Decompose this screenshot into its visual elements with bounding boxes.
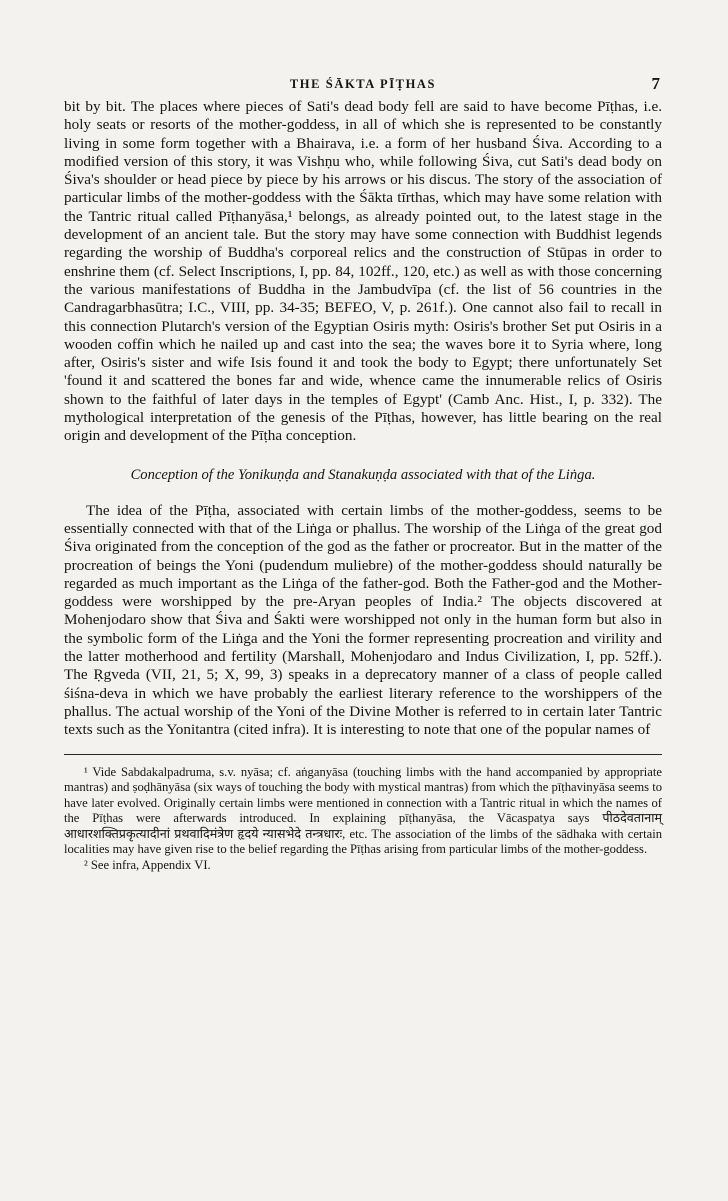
section-heading: Conception of the Yonikuṇḍa and Stanakuṇḍa associated with that of the Liṅga. [130,466,596,483]
footnote-1: ¹ Vide Sabdakalpadruma, s.v. nyāsa; cf. aṅganyāsa (touching limbs with the hand accompanied by appropriate mantras) and ṣoḍhānyāsa (six ways of touching the body with mystical mantras) from which the pīṭhavinyāsa seems to have later evolved. Originally certain limbs were mentioned in connection with a Tantric ritual in which the names of the Pīṭhas were afterwards introduced. In explaining pīṭhanyāsa, the Vācaspatya says पीठदेवतानाम् आधारशक्तिप्रकृत्यादीनां प्रथवादिमंत्रेण हृदये न्यासभेदे तन्त्रधारः, etc. The association of the limbs of the sādhaka with certain localities may have given rise to the belief regarding the Pīṭhas arising from particular limbs of the mother-goddess. [64,764,662,857]
page-number: 7 [651,74,660,93]
footnotes [64,765,662,874]
running-title: THE ŚĀKTA PĪṬHAS [289,77,437,91]
footnote-2: ² See infra, Appendix VI. [84,858,211,873]
running-header [64,70,662,98]
paragraph-2: The idea of the Pīṭha, associated with certain limbs of the mother-goddess, seems to be essentially connected with that of the Liṅga or phallus. The worship of the Liṅga of the great god Śiva originated from the conception of the god as the father or procreator. But in the matter of the procreation of beings the Yoni (pudendum muliebre) of the mother-goddess should naturally be regarded as much important as the Liṅga of the father-god. Both the Father-god and the Mother-goddess were worshipped by the pre-Aryan peoples of India.² The objects discovered at Mohenjodaro show that Śiva and Śakti were worshipped not only in the human form but also in the symbolic form of the Liṅga and the Yoni the former representing procreation and virility and the latter motherhood and fertility (Marshall, Mohenjodaro and Indus Civilization, I, pp. 52ff.). The Ṛgveda (VII, 21, 5; X, 99, 3) speaks in a deprecatory manner of a class of people called śiśna-deva in which we have probably the earliest literary reference to the worshippers of the phallus. The actual worship of the Yoni of the Divine Mother is referred to in certain later Tantric texts such as the Yonitantra (cited infra). It is interesting to note that one of the popular names of [64,501,662,739]
paragraph-1: bit by bit. The places where pieces of Sati's dead body fell are said to have become Pīṭhas, i.e. holy seats or resorts of the mother-goddess, in all of which she is represented to be constantly living in some form together with a Bhairava, i.e. a form of her husband Śiva. According to a modified version of this story, it was Vishṇu who, while following Śiva, cut Sati's dead body on Śiva's shoulder or head piece by piece by his arrows or his discus. The story of the association of particular limbs of the mother-goddess with the Śākta tīrthas, which may have some relation with the Tantric ritual called Pīṭhanyāsa,¹ belongs, as already pointed out, to the latest stage in the development of an ancient tale. But the story may have some connection with Buddhist legends regarding the worship of Buddha's corporeal relics and the construction of Stūpas in order to enshrine them (cf. Select Inscriptions, I, pp. 84, 102ff., 120, etc.) as well as with those concerning the various manifestations of Buddha in the Jambudvīpa (cf. the list of 56 countries in the Candragarbhasūtra; I.C., VIII, pp. 34-35; BEFEO, V, p. 261f.). One cannot also fail to recall in this connection Plutarch's version of the Egyptian Osiris myth: Osiris's brother Set put Osiris in a wooden coffin which he nailed up and cast into the sea; the waves bore it to Syria where, long after, Osiris's sister and wife Isis found it and took the body to Egypt; there unfortunately Set 'found it and scattered the bones far and wide, whence came the innumerable relics of Osiris shown to the faithful of later days in the temples of Egypt' (Camb Anc. Hist., I, p. 332). The mythological interpretation of the genesis of the Pīṭhas, however, has little bearing on the real origin and development of the Pīṭha conception. [64,98,662,445]
main-text [64,98,662,740]
footnote-rule [64,754,662,755]
